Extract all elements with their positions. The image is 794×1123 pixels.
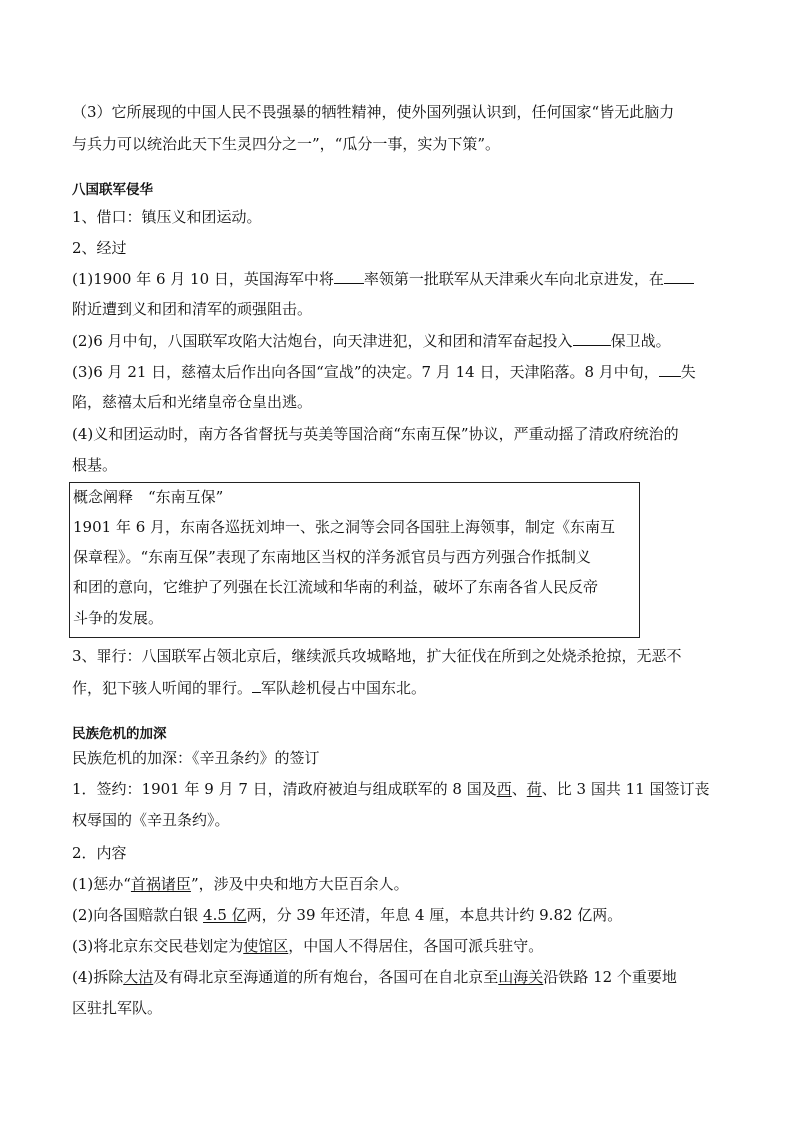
process-item-3-line-2: 陷，慈禧太后和光绪皇帝仓皇出逃。	[72, 393, 313, 411]
text-segment: (3)6 月 21 日，慈禧太后作出向各国“宣战”的决定。7 月 14 日，天津陷落。8 月中旬，	[72, 363, 659, 381]
section-heading-crisis: 民族危机的加深	[72, 726, 167, 742]
treaty-content-item-3	[72, 936, 543, 956]
text-segment: 、比 3 国共 11 国签订丧	[541, 780, 710, 798]
text-segment: 作，犯下骇人听闻的罪行。	[72, 679, 253, 697]
concept-box-line-4: 斗争的发展。	[73, 609, 164, 627]
section-heading-invasion: 八国联军侵华	[72, 182, 153, 198]
invasion-pretext: 1、借口：镇压义和团运动。	[72, 208, 262, 226]
underlined-term: 使馆区	[243, 937, 289, 955]
fill-in-blank[interactable]	[664, 268, 694, 284]
crisis-subtitle: 民族危机的加深：《辛丑条约》的签订	[72, 749, 320, 767]
concept-box-title: 概念阐释 “东南互保”	[73, 488, 224, 506]
text-segment: 保卫战。	[610, 332, 671, 350]
text-segment: 沿铁路 12 个重要地	[543, 968, 677, 986]
concept-box	[69, 482, 640, 638]
text-segment: 军队趁机侵占中国东北。	[261, 679, 427, 697]
text-segment: ”，涉及中央和地方大臣百余人。	[190, 875, 409, 893]
invasion-process-title: 2、经过	[72, 239, 127, 257]
text-segment: (1)惩办“	[72, 875, 131, 893]
fill-in-blank[interactable]	[659, 361, 681, 377]
text-segment: (2)6 月中旬，八国联军攻陷大沽炮台，向天津进犯，义和团和清军奋起投入	[72, 332, 573, 350]
text-segment: (2)向各国赔款白银	[72, 906, 204, 924]
underlined-term: 西	[496, 780, 512, 798]
fill-in-blank[interactable]	[334, 268, 364, 284]
concept-box-line-2: 保章程》。“东南互保”表现了东南地区当权的洋务派官员与西方列强合作抵制义	[73, 548, 591, 566]
fill-in-blank[interactable]	[573, 330, 611, 346]
concept-box-line-1: 1901 年 6 月，东南各巡抚刘坤一、张之洞等会同各国驻上海领事，制定《东南互	[73, 518, 616, 536]
intro-point-3-line-2: 与兵力可以统治此天下生灵四分之一”，“瓜分一事，实为下策”。	[72, 135, 501, 153]
process-item-4-line-2: 根基。	[72, 456, 118, 474]
underlined-term: 山海关	[498, 968, 544, 986]
invasion-crimes-line-2	[72, 677, 426, 698]
treaty-content-item-4-line-2: 区驻扎军队。	[72, 999, 163, 1017]
text-segment: 两，分 39 年还清，年息 4 厘，本息共计约 9.82 亿两。	[246, 906, 623, 924]
treaty-signing-line-2: 权辱国的《辛丑条约》。	[72, 811, 230, 829]
underlined-term: 大沽	[123, 968, 154, 986]
text-segment: 率领第一批联军从天津乘火车向北京进发，在	[363, 270, 664, 288]
treaty-content-item-1	[72, 874, 409, 894]
text-segment: 及有碍北京至海通道的所有炮台，各国可在自北京至	[153, 968, 499, 986]
text-segment: ，中国人不得居住，各国可派兵驻守。	[288, 937, 544, 955]
treaty-content-item-2	[72, 905, 622, 925]
text-segment: 失	[680, 363, 696, 381]
underlined-term: 首祸诸臣	[130, 875, 191, 893]
treaty-content-item-4-line-1	[72, 967, 677, 987]
underlined-term: 4.5 亿	[203, 906, 247, 924]
invasion-crimes-line-1: 3、罪行：八国联军占领北京后，继续派兵攻城略地，扩大征伐在所到之处烧杀抢掠，无恶不	[72, 647, 682, 665]
text-segment: 1．签约：1901 年 9 月 7 日，清政府被迫与组成联军的 8 国及	[72, 780, 497, 798]
text-segment: (4)拆除	[72, 968, 124, 986]
treaty-content-title: 2．内容	[72, 844, 127, 862]
underlined-term: 荷	[526, 780, 542, 798]
treaty-signing-line-1	[72, 779, 710, 799]
process-item-3-line-1	[72, 361, 696, 382]
concept-box-line-3: 和团的意向，它维护了列强在长江流域和华南的利益，破坏了东南各省人民反帝	[73, 578, 599, 596]
text-segment: 、	[511, 780, 527, 798]
process-item-4-line-1: (4)义和团运动时，南方各省督抚与英美等国洽商“东南互保”协议，严重动摇了清政府统治的	[72, 425, 679, 443]
intro-point-3-line-1: （3）它所展现的中国人民不畏强暴的牺牲精神，使外国列强认识到，任何国家“皆无此脑力	[72, 103, 675, 121]
fill-in-blank[interactable]	[252, 677, 261, 693]
text-segment: (3)将北京东交民巷划定为	[72, 937, 244, 955]
text-segment: (1)1900 年 6 月 10 日，英国海军中将	[72, 270, 334, 288]
process-item-1-line-2: 附近遭到义和团和清军的顽强阻击。	[72, 300, 313, 318]
process-item-1-line-1	[72, 268, 694, 289]
process-item-2	[72, 330, 671, 351]
